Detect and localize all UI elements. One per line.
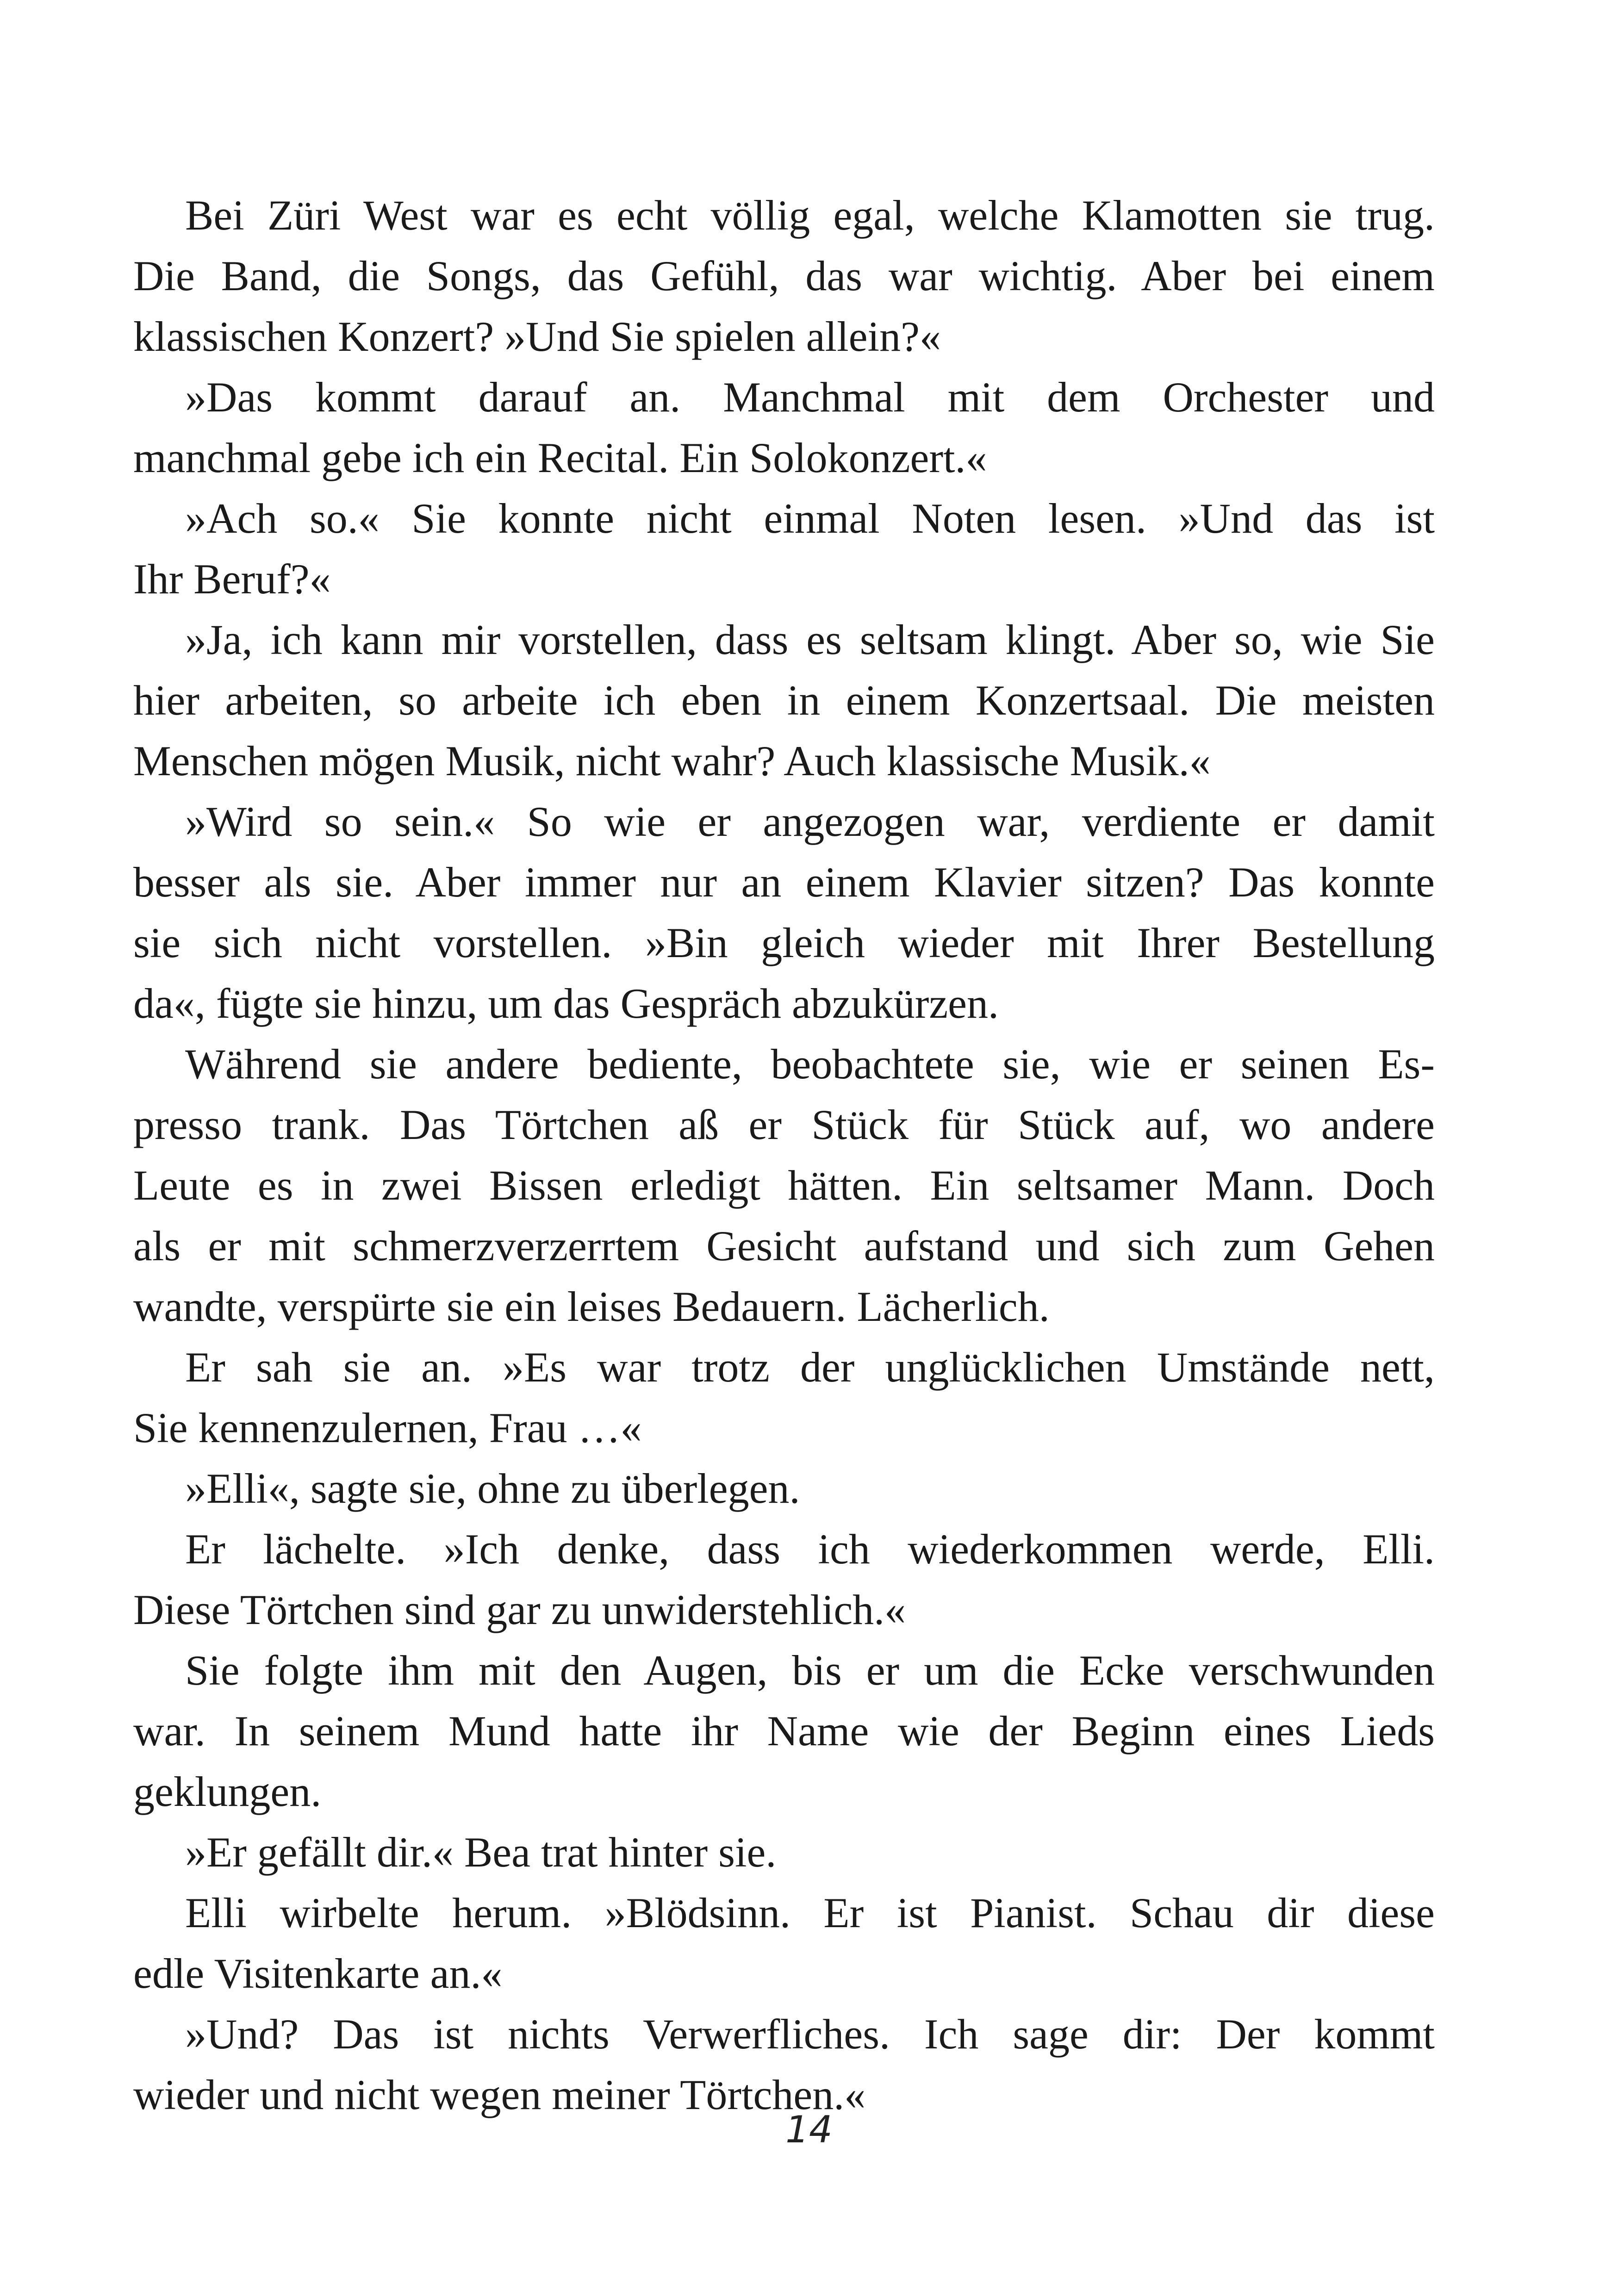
text-line: geklungen. bbox=[133, 1768, 322, 1815]
text-line: Sie folgte ihm mit den Augen, bis er um die Ecke verschwunden bbox=[185, 1647, 1435, 1694]
text-line: Die Band, die Songs, das Gefühl, das war wichtig. Aber bei einem bbox=[133, 252, 1435, 299]
text-line: presso trank. Das Törtchen aß er Stück für Stück auf, wo andere bbox=[133, 1101, 1435, 1148]
text-line: wandte, verspürte sie ein leises Bedauern. Lächerlich. bbox=[133, 1283, 1050, 1330]
text-line: besser als sie. Aber immer nur an einem Klavier sitzen? Das konnte bbox=[133, 859, 1435, 906]
page-number: 14 bbox=[785, 2108, 833, 2151]
text-line: manchmal gebe ich ein Recital. Ein Solokonzert.« bbox=[133, 434, 987, 481]
text-line: »Ja, ich kann mir vorstellen, dass es seltsam klingt. Aber so, wie Sie bbox=[185, 616, 1435, 663]
text-line: wieder und nicht wegen meiner Törtchen.« bbox=[133, 2071, 866, 2118]
text-line: Er sah sie an. »Es war trotz der unglücklichen Umstände nett, bbox=[185, 1344, 1435, 1391]
text-line: edle Visitenkarte an.« bbox=[133, 1950, 503, 1997]
text-line: »Wird so sein.« So wie er angezogen war, verdiente er damit bbox=[185, 798, 1435, 845]
text-line: Er lächelte. »Ich denke, dass ich wiederkommen werde, Elli. bbox=[185, 1525, 1435, 1573]
text-line: Bei Züri West war es echt völlig egal, welche Klamotten sie trug. bbox=[185, 192, 1435, 239]
text-line: als er mit schmerzverzerrtem Gesicht aufstand und sich zum Gehen bbox=[133, 1222, 1435, 1269]
text-line: Sie kennenzulernen, Frau …« bbox=[133, 1404, 642, 1451]
body-text bbox=[133, 185, 1435, 2125]
text-line: Menschen mögen Musik, nicht wahr? Auch klassische Musik.« bbox=[133, 737, 1211, 784]
text-line: hier arbeiten, so arbeite ich eben in einem Konzertsaal. Die meisten bbox=[133, 677, 1435, 724]
text-line: klassischen Konzert? »Und Sie spielen allein?« bbox=[133, 313, 941, 360]
text-line: Diese Törtchen sind gar zu unwiderstehlich.« bbox=[133, 1586, 906, 1633]
text-line: Ihr Beruf?« bbox=[133, 555, 331, 603]
text-line: war. In seinem Mund hatte ihr Name wie der Beginn eines Lieds bbox=[133, 1707, 1435, 1755]
text-line: »Er gefällt dir.« Bea trat hinter sie. bbox=[185, 1829, 777, 1876]
text-line: da«, fügte sie hinzu, um das Gespräch abzukürzen. bbox=[133, 980, 999, 1027]
text-line: sie sich nicht vorstellen. »Bin gleich wieder mit Ihrer Bestellung bbox=[133, 919, 1435, 966]
text-line: Elli wirbelte herum. »Blödsinn. Er ist Pianist. Schau dir diese bbox=[185, 1889, 1435, 1936]
text-line: Leute es in zwei Bissen erledigt hätten. Ein seltsamer Mann. Doch bbox=[133, 1162, 1435, 1209]
text-line: Während sie andere bediente, beobachtete sie, wie er seinen Es- bbox=[185, 1040, 1435, 1088]
text-line: »Elli«, sagte sie, ohne zu überlegen. bbox=[185, 1465, 800, 1512]
text-line: »Das kommt darauf an. Manchmal mit dem Orchester und bbox=[185, 373, 1435, 421]
text-line: »Ach so.« Sie konnte nicht einmal Noten lesen. »Und das ist bbox=[185, 495, 1435, 542]
text-line: »Und? Das ist nichts Verwerfliches. Ich sage dir: Der kommt bbox=[185, 2010, 1435, 2058]
